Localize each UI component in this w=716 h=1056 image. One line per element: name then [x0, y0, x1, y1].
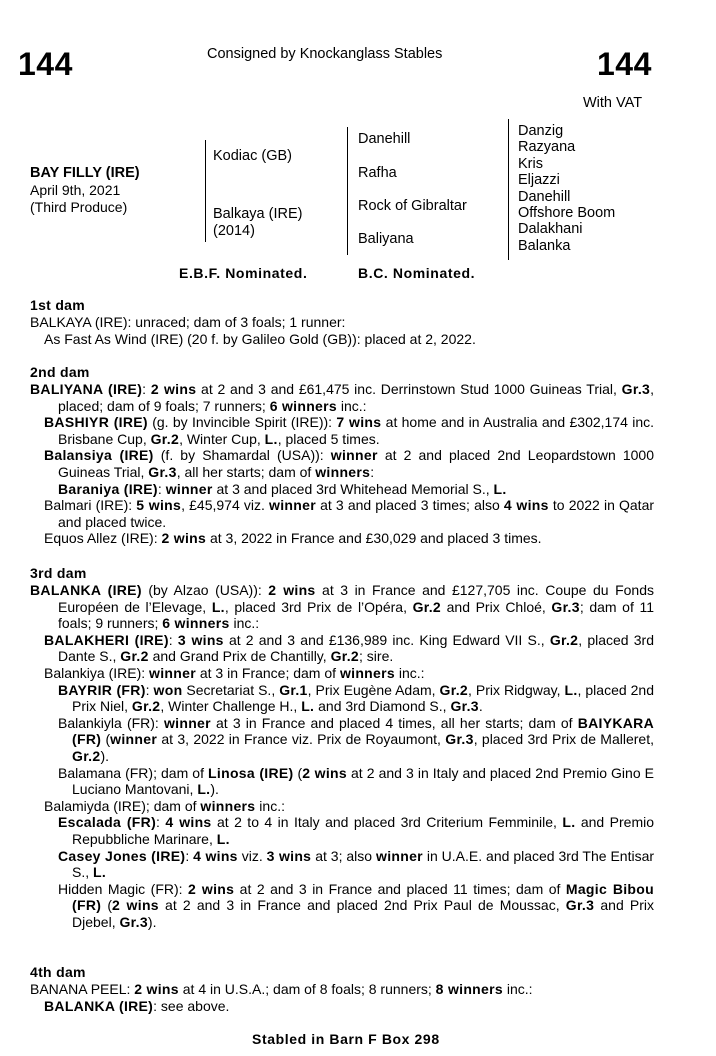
produce-entry: Balamiyda (IRE); dam of winners inc.: [44, 797, 285, 814]
pedigree-gen2-item: Danehill [358, 131, 411, 147]
lot-number-right: 144 [597, 46, 652, 82]
first-dam-block [30, 314, 654, 347]
second-dam-heading: 2nd dam [30, 364, 90, 380]
produce-entry: Escalada (FR): 4 wins at 2 to 4 in Italy and placed 3rd Criterium Femminile, L. and Premio Repubbliche Marinare, L. [58, 814, 655, 847]
bc-nomination: B.C. Nominated. [358, 265, 476, 281]
first-dam-entry: BALKAYA (IRE): unraced; dam of 3 foals; 1 runner: [30, 314, 346, 330]
pedigree-gen2-item: Rock of Gibraltar [358, 198, 467, 214]
produce-note: (Third Produce) [30, 199, 128, 215]
third-dam-block [30, 582, 654, 930]
produce-entry: BALANKA (IRE): see above. [44, 997, 230, 1014]
second-dam-entry: BALIYANA (IRE): 2 wins at 2 and 3 and £61,475 inc. Derrinstown Stud 1000 Guineas Trial, Gr.3, placed; dam of 9 foals; 7 runners; 6 winners inc.: [30, 381, 655, 414]
pedigree-gen3-item: Balanka [518, 237, 571, 254]
produce-entry: Balamana (FR); dam of Linosa (IRE) (2 wins at 2 and 3 in Italy and placed 2nd Premio Gino E Luciano Mantovani, L.). [58, 764, 654, 798]
pedigree-gen3 [518, 123, 615, 254]
pedigree-dam-year: (2014) [213, 223, 255, 239]
third-dam-heading: 3rd dam [30, 565, 87, 581]
pedigree-gen3-item: Dalakhani [518, 221, 583, 238]
pedigree-gen3-item: Kris [518, 155, 543, 172]
produce-entry: BAYRIR (FR): won Secretariat S., Gr.1, Prix Eugène Adam, Gr.2, Prix Ridgway, L., placed 2nd Prix Niel, Gr.2, Winter Challenge H., L. and 3rd Diamond S., Gr.3. [58, 681, 654, 715]
pedigree-gen3-item: Danzig [518, 123, 564, 139]
pedigree-gen2-item: Rafha [358, 165, 397, 181]
fourth-dam-entry: BANANA PEEL: 2 wins at 4 in U.S.A.; dam of 8 foals; 8 runners; 8 winners inc.: [30, 981, 533, 997]
pedigree-gen2-item: Baliyana [358, 231, 414, 247]
produce-entry: BALAKHERI (IRE): 3 wins at 2 and 3 and £136,989 inc. King Edward VII S., Gr.2, placed 3rd Dante S., Gr.2 and Grand Prix de Chantilly, Gr.2; sire. [44, 631, 655, 665]
pedigree-gen3-item: Offshore Boom [518, 205, 616, 222]
pedigree-gen3-item: Eljazzi [518, 172, 560, 189]
horse-identity [30, 165, 140, 216]
pedigree-bracket-2 [347, 127, 348, 255]
produce-entry: Hidden Magic (FR): 2 wins at 2 and 3 in France and placed 11 times; dam of Magic Bibou (FR) (2 wins at 2 and 3 in France and placed 2nd Prix Paul de Moussac, Gr.3 and Prix Djebel, Gr.3). [58, 880, 655, 930]
first-dam-heading: 1st dam [30, 297, 86, 313]
horse-name: BAY FILLY (IRE) [30, 165, 140, 181]
pedigree-sire: Kodiac (GB) [213, 148, 292, 164]
second-dam-block [30, 381, 654, 547]
produce-entry: Baraniya (IRE): winner at 3 and placed 3rd Whitehead Memorial S., L. [58, 480, 507, 497]
produce-entry: Casey Jones (IRE): 4 wins viz. 3 wins at 3; also winner in U.A.E. and placed 3rd The Entisar S., L. [58, 847, 655, 881]
pedigree-dam: Balkaya (IRE) [213, 206, 303, 222]
pedigree-bracket-1 [205, 140, 206, 242]
produce-entry: Equos Allez (IRE): 2 wins at 3, 2022 in France and £30,029 and placed 3 times. [44, 530, 542, 547]
fourth-dam-heading: 4th dam [30, 964, 86, 980]
foaling-date: April 9th, 2021 [30, 182, 121, 198]
consignor-line: Consigned by Knockanglass Stables [207, 46, 443, 62]
stabled-location: Stabled in Barn F Box 298 [252, 1031, 440, 1047]
pedigree-bracket-3 [508, 119, 509, 260]
lot-number-left: 144 [18, 46, 73, 82]
produce-entry: BASHIYR (IRE) (g. by Invincible Spirit (IRE)): 7 wins at home and in Australia and £302,174 inc. Brisbane Cup, Gr.2, Winter Cup, L., placed 5 times. [44, 414, 655, 447]
produce-entry: Balmari (IRE): 5 wins, £45,974 viz. winner at 3 and placed 3 times; also 4 wins to 2022 in Qatar and placed twice. [44, 497, 655, 530]
produce-entry: As Fast As Wind (IRE) (20 f. by Galileo Gold (GB)): placed at 2, 2022. [44, 330, 476, 347]
ebf-nomination: E.B.F. Nominated. [179, 265, 308, 281]
produce-entry: Balansiya (IRE) (f. by Shamardal (USA)): winner at 2 and placed 2nd Leopardstown 1000 Guineas Trial, Gr.3, all her starts; dam of winners: [44, 447, 654, 480]
third-dam-entry: BALANKA (IRE) (by Alzao (USA)): 2 wins at 3 in France and £127,705 inc. Coupe du Fonds Européen de l’Elevage, L., placed 3rd Prix de l’Opéra, Gr.2 and Prix Chloé, Gr.3; dam of 11 foals; 9 runners; 6 winners inc.: [30, 582, 655, 632]
vat-note: With VAT [583, 95, 643, 111]
produce-entry: Balankiyla (FR): winner at 3 in France and placed 4 times, all her starts; dam of BAIYKARA (FR) (winner at 3, 2022 in France viz. Prix de Royaumont, Gr.3, placed 3rd Prix de Malleret, Gr.2). [58, 714, 654, 764]
pedigree-gen3-item: Razyana [518, 139, 576, 156]
pedigree-gen3-item: Danehill [518, 188, 571, 205]
produce-entry: Balankiya (IRE): winner at 3 in France; dam of winners inc.: [44, 664, 425, 681]
fourth-dam-block [30, 981, 654, 1014]
